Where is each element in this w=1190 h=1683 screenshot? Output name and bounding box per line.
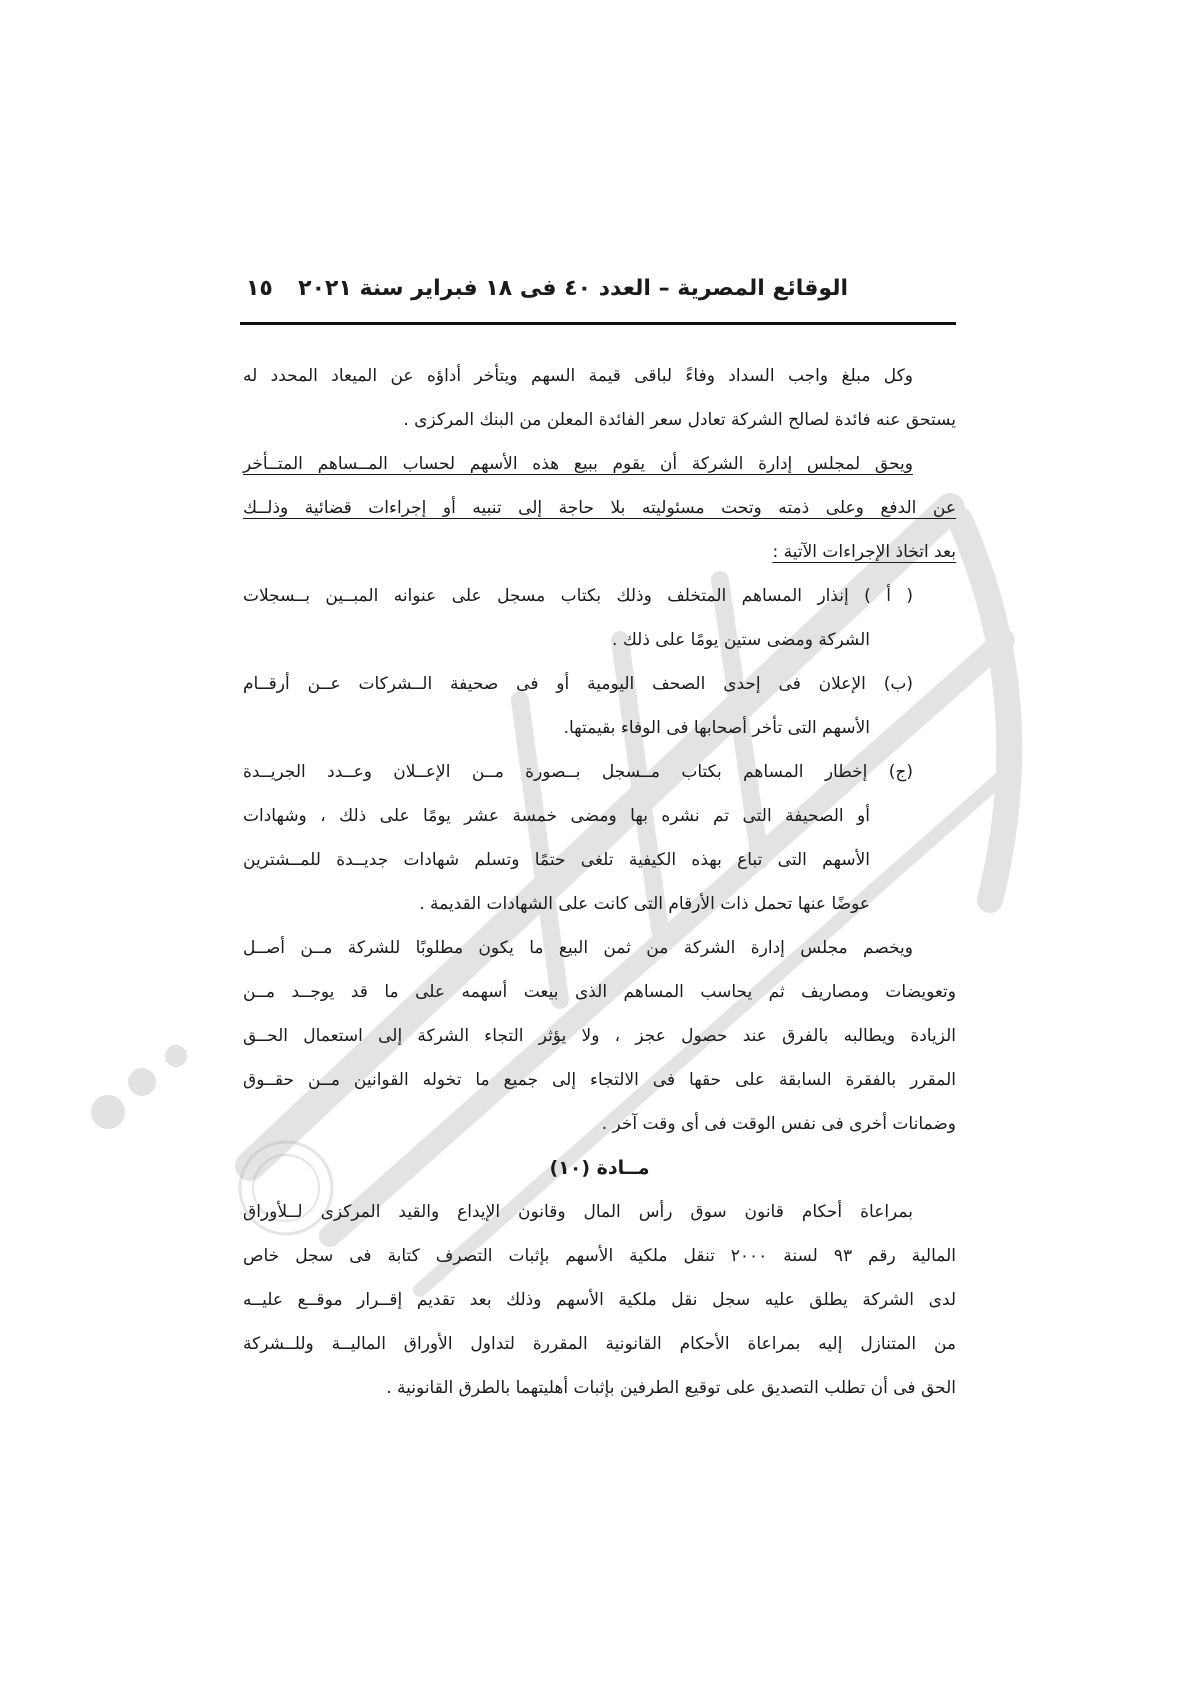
payment-clause-paragraph [243,354,956,442]
text-line: الأسهم التى تباع بهذه الكيفية تلغى حتمًا وتسلم شهادات جديــدة للمــشترين [243,850,870,870]
article-heading: مــادة (١٠) [549,1157,650,1179]
text-line [243,530,956,574]
page-number: ١٥ [246,276,273,301]
watermark-dot [91,1095,125,1129]
text-line: المالية رقم ٩٣ لسنة ٢٠٠٠ تنقل ملكية الأسهم بإثبات التصرف كتابة فى سجل خاص [243,1246,956,1266]
text-line: وضمانات أخرى فى نفس الوقت فى أى وقت آخر . [601,1114,956,1134]
text-line: الزيادة ويطالبه بالفرق عند حصول عجز ، ولا يؤثر التجاء الشركة إلى استعمال الحــق [243,1026,956,1046]
text-line: ( أ ) إنذار المساهم المتخلف وذلك بكتاب مسجل على عنوانه المبــين بــسجلات [243,586,913,606]
watermark-stroke [960,520,1009,900]
text-line: الأسهم التى تأخر أصحابها فى الوفاء بقيمتها. [563,718,870,738]
gazette-header-title: الوقائع المصرية – العدد ٤٠ فى ١٨ فبراير سنة ٢٠٢١ [298,276,848,301]
text-line: وتعويضات ومصاريف ثم يحاسب المساهم الذى بيعت أسهمه على ما قد يوجــد مــن [243,982,956,1002]
text-line: وكل مبلغ واجب السداد وفاءً لباقى قيمة السهم ويتأخر أداؤه عن الميعاد المحدد له [243,366,913,386]
text-line: بمراعاة أحكام قانون سوق رأس المال وقانون الإيداع والقيد المركزى لــلأوراق [243,1202,913,1222]
text-line: الحق فى أن تطلب التصديق على توقيع الطرفين بإثبات أهليتهما بالطرق القانونية . [386,1378,956,1398]
text-line: من المتنازل إليه بمراعاة الأحكام القانونية المقررة لتداول الأوراق الماليــة وللــشركة [243,1334,956,1354]
procedure-item-a [243,574,956,662]
underlined-text: بعد اتخاذ الإجراءات الآتية : [772,542,956,562]
text-line: ويحق لمجلس إدارة الشركة أن يقوم ببيع هذه الأسهم لحساب المــساهم المتــأخر [243,454,913,474]
article-10-paragraph [243,1190,956,1410]
text-line: (ج) إخطار المساهم بكتاب مــسجل بــصورة مــن الإعــلان وعــدد الجريــدة [243,762,913,782]
deduction-clause-paragraph [243,926,956,1146]
sale-clause-paragraph [243,442,956,574]
text-line: عوضًا عنها تحمل ذات الأرقام التى كانت على الشهادات القديمة . [419,894,870,914]
text-line: أو الصحيفة التى تم نشره بها ومضى خمسة عشر يومًا على ذلك ، وشهادات [243,806,870,826]
text-line: (ب) الإعلان فى إحدى الصحف اليومية أو فى صحيفة الــشركات عــن أرقــام [243,674,913,694]
text-line: المقرر بالفقرة السابقة على حقها فى الالتجاء إلى جميع ما تخوله القوانين مــن حقــوق [243,1070,956,1090]
text-line: عن الدفع وعلى ذمته وتحت مسئوليته بلا حاجة إلى تنبيه أو إجراءات قضائية وذلــك [243,498,956,518]
watermark-dot [128,1068,156,1096]
text-line: لدى الشركة يطلق عليه سجل نقل ملكية الأسهم وذلك بعد تقديم إقــرار موقــع عليــه [243,1290,956,1310]
watermark-dot [165,1045,187,1067]
text-line: الشركة ومضى ستين يومًا على ذلك . [612,630,870,650]
procedure-item-c [243,750,956,926]
text-line: يستحق عنه فائدة لصالح الشركة تعادل سعر الفائدة المعلن من البنك المركزى . [403,410,956,430]
procedure-item-b [243,662,956,750]
document-body [243,354,956,1410]
text-line: ويخصم مجلس إدارة الشركة من ثمن البيع ما يكون مطلوبًا للشركة مــن أصــل [243,938,913,958]
header-rule [240,322,956,325]
